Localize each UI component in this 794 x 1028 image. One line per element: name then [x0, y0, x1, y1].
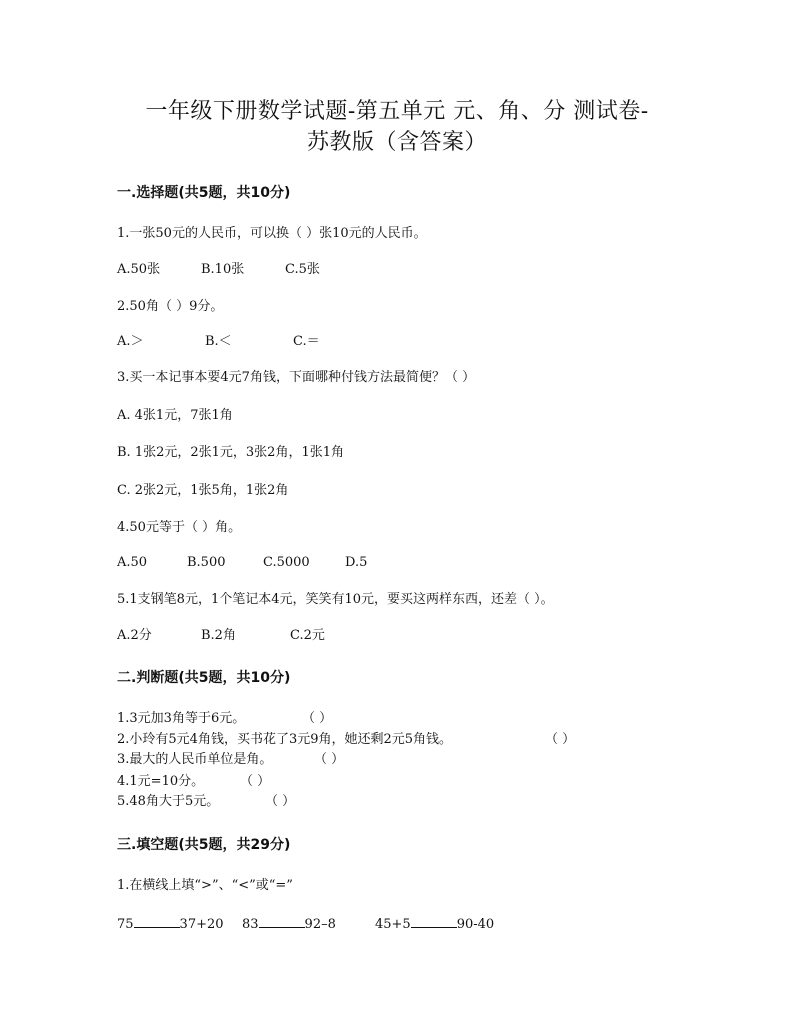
option-b: B.500 [187, 555, 226, 570]
option-c: C.2元 [290, 628, 325, 643]
compare-right: 37+20 [179, 917, 224, 932]
compare-right: 92–8 [304, 917, 336, 932]
option-a: A.50张 [117, 262, 161, 277]
option-a: A.50 [117, 555, 148, 570]
judge-item-4: 4.1元=10分。 [117, 774, 205, 789]
judge-item-4-answer-blank: （ ） [240, 774, 271, 789]
choice-question-4: 4.50元等于（ ）角。 [117, 520, 242, 535]
option-c: C.＝ [293, 334, 320, 349]
choice-question-3-option-a: A. 4张1元，7张1角 [117, 408, 233, 423]
choice-question-5-options [117, 627, 325, 645]
judge-item-3-answer-blank: （ ） [314, 752, 345, 767]
compare-item-2 [242, 915, 336, 934]
option-c: C.5000 [263, 555, 310, 570]
judge-item-2: 2.小玲有5元4角钱，买书花了3元9角，她还剩2元5角钱。 [117, 732, 453, 747]
option-b: B.2角 [201, 628, 236, 643]
option-b: B.10张 [201, 262, 245, 277]
judge-item-3: 3.最大的人民币单位是角。 [117, 752, 273, 767]
option-a: A.＞ [117, 334, 144, 349]
judge-item-5-answer-blank: （ ） [265, 794, 296, 809]
option-a: A.2分 [117, 628, 152, 643]
choice-question-4-options [117, 554, 367, 572]
answer-blank[interactable] [411, 915, 457, 928]
fill-question-1: 1.在横线上填“>”、“<”或“=” [117, 878, 293, 893]
section-heading-choice: 一.选择题(共5题，共10分) [117, 185, 291, 201]
compare-left: 83 [242, 917, 259, 932]
option-d: D.5 [345, 555, 368, 570]
compare-item-1 [117, 915, 224, 934]
compare-item-3 [375, 915, 494, 934]
page-title-line-1: 一年级下册数学试题-第五单元 元、角、分 测试卷- [145, 99, 649, 124]
answer-blank[interactable] [259, 915, 305, 928]
page-title-line-2: 苏教版（含答案） [306, 130, 487, 155]
compare-left: 75 [117, 917, 134, 932]
compare-right: 90-40 [456, 917, 495, 932]
judge-item-1: 1.3元加3角等于6元。 [117, 711, 246, 726]
judge-item-2-answer-blank: （ ） [545, 732, 576, 747]
choice-question-2-options [117, 333, 320, 351]
option-c: C.5张 [285, 262, 320, 277]
answer-blank[interactable] [134, 915, 180, 928]
option-b: B.＜ [205, 334, 232, 349]
choice-question-3-option-c: C. 2张2元，1张5角，1张2角 [117, 483, 289, 498]
judge-item-1-answer-blank: （ ） [302, 711, 333, 726]
section-heading-fill-in: 三.填空题(共5题，共29分) [117, 837, 291, 853]
section-heading-true-false: 二.判断题(共5题，共10分) [117, 670, 291, 686]
choice-question-3: 3.买一本记事本要4元7角钱，下面哪种付钱方法最简便？（ ） [117, 370, 476, 385]
choice-question-2: 2.50角（ ）9分。 [117, 299, 224, 314]
choice-question-3-option-b: B. 1张2元，2张1元，3张2角，1张1角 [117, 445, 344, 460]
choice-question-5: 5.1支钢笔8元，1个笔记本4元，笑笑有10元，要买这两样东西，还差（ ）。 [117, 592, 554, 607]
compare-left: 45+5 [375, 917, 411, 932]
choice-question-1: 1.一张50元的人民币，可以换（ ）张10元的人民币。 [117, 226, 427, 241]
judge-item-5: 5.48角大于5元。 [117, 794, 220, 809]
choice-question-1-options [117, 261, 320, 279]
